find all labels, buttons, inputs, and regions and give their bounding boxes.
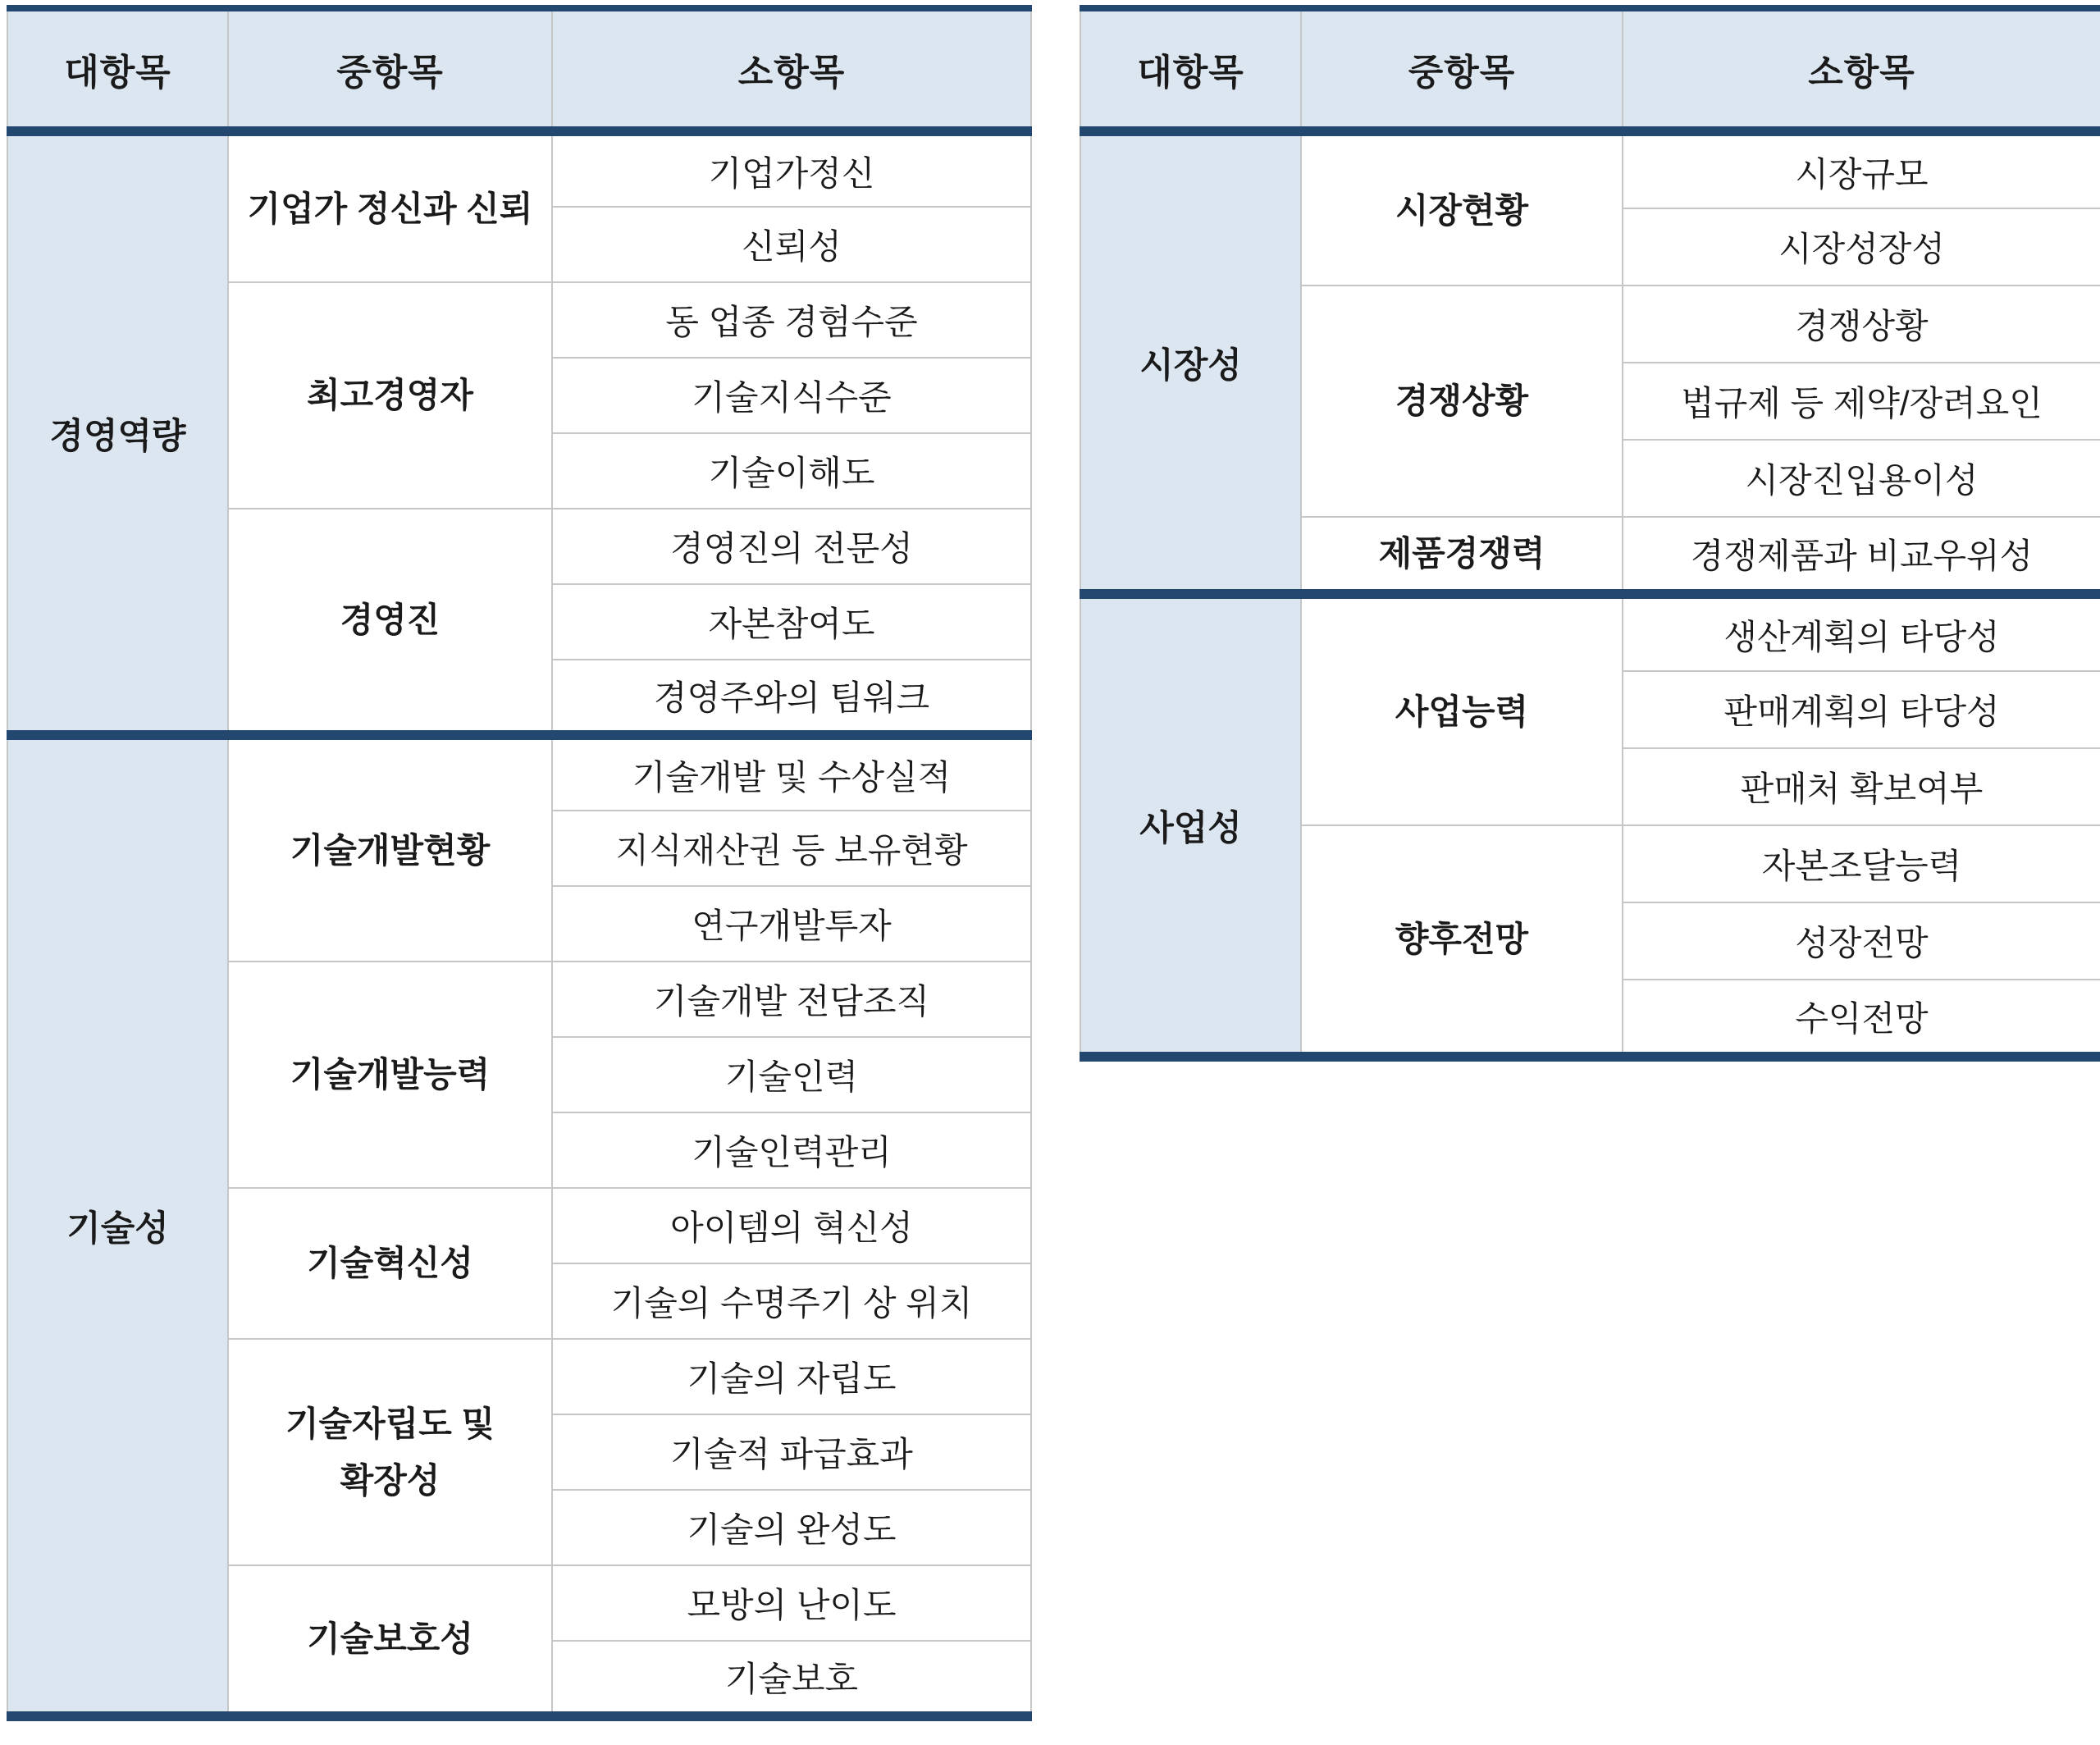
sub-item-cell: 시장성장성 <box>1623 208 2100 286</box>
sub-item-cell: 판매계획의 타당성 <box>1623 671 2100 748</box>
column-header-sub: 소항목 <box>552 8 1031 131</box>
column-header-middle: 중항목 <box>1301 8 1623 131</box>
sub-item-cell: 경영진의 전문성 <box>552 509 1031 584</box>
sub-item-cell: 동 업종 경험수준 <box>552 282 1031 358</box>
sub-item-cell: 경쟁제품과 비교우위성 <box>1623 517 2100 594</box>
middle-item-cell: 기술개발능력 <box>228 962 552 1188</box>
middle-item-cell: 제품경쟁력 <box>1301 517 1623 594</box>
middle-item-cell: 기술개발현황 <box>228 735 552 962</box>
sub-item-cell: 생산계획의 타당성 <box>1623 594 2100 671</box>
sub-item-cell: 성장전망 <box>1623 902 2100 980</box>
sub-item-cell: 기술의 수명주기 상 위치 <box>552 1263 1031 1339</box>
sub-item-cell: 경영주와의 팀워크 <box>552 660 1031 735</box>
sub-item-cell: 법규제 등 제약/장려요인 <box>1623 363 2100 440</box>
table-row <box>1080 594 2100 671</box>
evaluation-table-left <box>7 5 1032 1721</box>
sub-item-cell: 기술의 완성도 <box>552 1490 1031 1565</box>
header-row <box>1080 8 2100 131</box>
sub-item-cell: 신뢰성 <box>552 207 1031 282</box>
sub-item-cell: 기술개발 및 수상실적 <box>552 735 1031 811</box>
sub-item-cell: 시장규모 <box>1623 131 2100 208</box>
middle-item-cell: 기업가 정신과 신뢰 <box>228 131 552 282</box>
sub-item-cell: 기술보호 <box>552 1641 1031 1716</box>
middle-item-cell: 최고경영자 <box>228 282 552 509</box>
sub-item-cell: 자본참여도 <box>552 584 1031 660</box>
sub-item-cell: 지식재산권 등 보유현황 <box>552 811 1031 886</box>
sub-item-cell: 수익전망 <box>1623 980 2100 1057</box>
sub-item-cell: 기업가정신 <box>552 131 1031 207</box>
table-row <box>1080 131 2100 208</box>
major-item-cell: 경영역량 <box>7 131 228 735</box>
sub-item-cell: 경쟁상황 <box>1623 286 2100 363</box>
middle-item-cell: 경쟁상황 <box>1301 286 1623 517</box>
column-header-major: 대항목 <box>7 8 228 131</box>
column-header-major: 대항목 <box>1080 8 1301 131</box>
column-header-middle: 중항목 <box>228 8 552 131</box>
table-body-right <box>1080 131 2100 1057</box>
sub-item-cell: 자본조달능력 <box>1623 825 2100 902</box>
major-item-cell: 시장성 <box>1080 131 1301 594</box>
sub-item-cell: 기술인력 <box>552 1037 1031 1112</box>
middle-item-cell: 경영진 <box>228 509 552 735</box>
sub-item-cell: 기술이해도 <box>552 433 1031 509</box>
middle-item-cell: 시장현황 <box>1301 131 1623 286</box>
sub-item-cell: 기술지식수준 <box>552 358 1031 433</box>
sub-item-cell: 기술적 파급효과 <box>552 1414 1031 1490</box>
sub-item-cell: 판매처 확보여부 <box>1623 748 2100 825</box>
middle-item-cell: 기술혁신성 <box>228 1188 552 1339</box>
table-row <box>7 735 1031 811</box>
middle-item-cell: 기술보호성 <box>228 1565 552 1716</box>
sub-item-cell: 시장진입용이성 <box>1623 440 2100 517</box>
evaluation-table-right <box>1080 5 2100 1062</box>
sub-item-cell: 기술인력관리 <box>552 1112 1031 1188</box>
middle-item-cell: 기술자립도 및 확장성 <box>228 1339 552 1565</box>
middle-item-cell: 향후전망 <box>1301 825 1623 1057</box>
sub-item-cell: 기술개발 전담조직 <box>552 962 1031 1037</box>
major-item-cell: 사업성 <box>1080 594 1301 1057</box>
table-row <box>7 131 1031 207</box>
major-item-cell: 기술성 <box>7 735 228 1716</box>
sub-item-cell: 연구개발투자 <box>552 886 1031 962</box>
middle-item-cell: 사업능력 <box>1301 594 1623 825</box>
sub-item-cell: 모방의 난이도 <box>552 1565 1031 1641</box>
header-row <box>7 8 1031 131</box>
table-body-left <box>7 131 1031 1716</box>
column-header-sub: 소항목 <box>1623 8 2100 131</box>
sub-item-cell: 아이템의 혁신성 <box>552 1188 1031 1263</box>
sub-item-cell: 기술의 자립도 <box>552 1339 1031 1414</box>
